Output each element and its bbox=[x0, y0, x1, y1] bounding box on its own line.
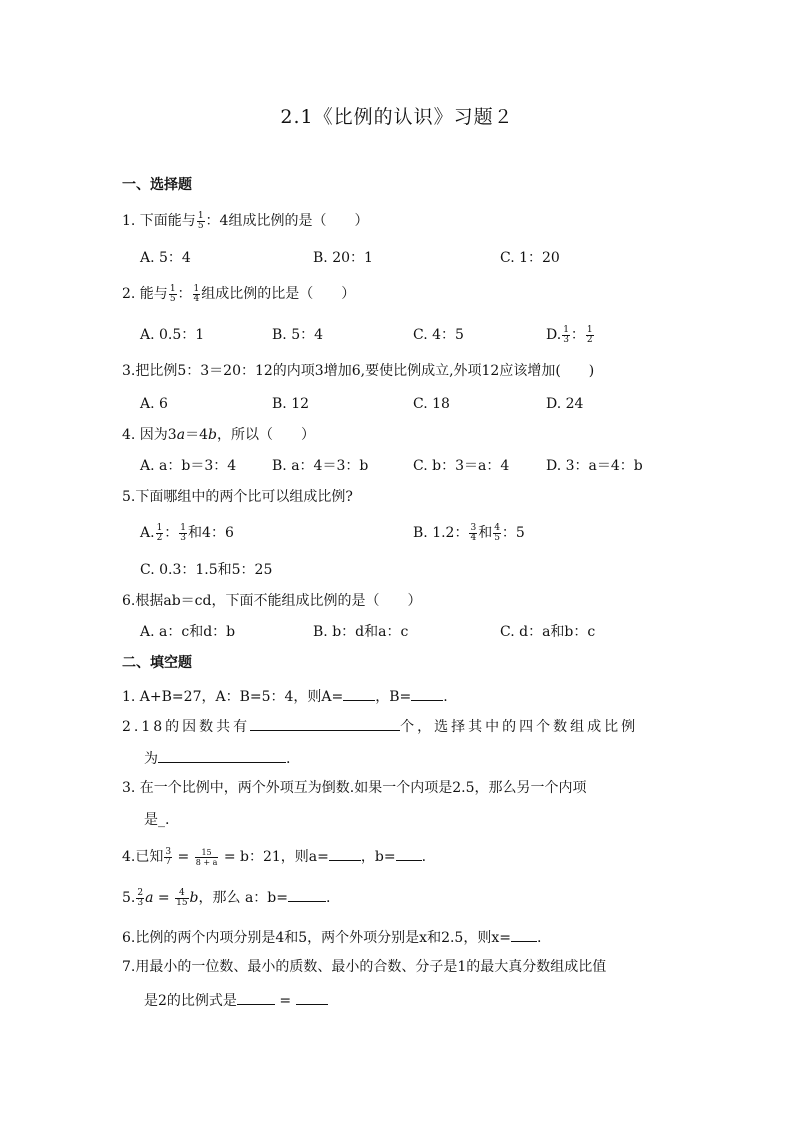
numerator: 1 bbox=[197, 210, 204, 221]
question-1 bbox=[122, 211, 368, 231]
f4-fraction-1 bbox=[164, 848, 172, 867]
q4-var-a: a bbox=[176, 427, 186, 443]
q5-a-label: A. bbox=[140, 525, 155, 541]
denominator: 5 bbox=[169, 293, 176, 304]
f5-middle: ，那么 a：b= bbox=[198, 890, 289, 906]
fill-question-3-line-2: 是_. bbox=[144, 812, 170, 828]
question-3: 3.把比例5：3＝20：12的内项3增加6,要使比例成立,外项12应该增加( ) bbox=[122, 363, 595, 379]
numerator: 2 bbox=[137, 887, 144, 898]
q2-suffix: 组成比例的比是（ ） bbox=[201, 286, 356, 302]
numerator: 1 bbox=[156, 522, 163, 533]
fill-question-7-line-2 bbox=[144, 990, 328, 1011]
q2-fraction-1 bbox=[169, 285, 177, 304]
q6-option-b[interactable]: B. b：d和a：c bbox=[313, 624, 409, 640]
f1-suffix: . bbox=[443, 689, 448, 705]
q2-d-separator: ： bbox=[570, 327, 585, 343]
f2-line2-prefix: 为 bbox=[144, 751, 158, 767]
q2-option-c[interactable]: C. 4：5 bbox=[413, 327, 464, 343]
q2-d-label: D. bbox=[546, 327, 562, 343]
f7-prefix: 是2的比例式是 bbox=[144, 993, 237, 1009]
page-title: 2.1《比例的认识》习题２ bbox=[280, 106, 514, 128]
numerator: 1 bbox=[193, 283, 200, 294]
fill-question-3-line-1: 3. 在一个比例中，两个外项互为倒数.如果一个内项是2.5，那么另一个内项 bbox=[122, 780, 587, 796]
f5-equals: = bbox=[153, 890, 175, 906]
numerator: 3 bbox=[470, 522, 477, 533]
q5-b-suffix: ：5 bbox=[501, 525, 525, 541]
f2-prefix: 2.18的因数共有 bbox=[122, 719, 251, 735]
denominator: 3 bbox=[137, 897, 144, 908]
denominator: 2 bbox=[156, 532, 163, 543]
q2-option-a[interactable]: A. 0.5：1 bbox=[140, 327, 205, 343]
f6-suffix: . bbox=[536, 930, 542, 946]
denominator: 15 bbox=[176, 897, 188, 908]
denominator: 5 bbox=[494, 532, 500, 543]
q5-b-label: B. 1.2： bbox=[413, 525, 469, 541]
q4-option-c[interactable]: C. b：3＝a：4 bbox=[413, 458, 510, 474]
answer-blank[interactable] bbox=[329, 846, 361, 861]
q4-option-d[interactable]: D. 3：a＝4：b bbox=[546, 458, 643, 474]
denominator: 4 bbox=[470, 532, 477, 543]
q5-option-a[interactable] bbox=[140, 523, 234, 543]
q4-var-b: b bbox=[208, 427, 217, 443]
q3-option-c[interactable]: C. 18 bbox=[413, 396, 450, 412]
answer-blank[interactable] bbox=[511, 927, 537, 942]
f6-prefix: 6.比例的两个内项分别是4和5，两个外项分别是x和2.5，则x= bbox=[122, 930, 511, 946]
f4-fraction-2 bbox=[195, 848, 219, 867]
fill-question-4 bbox=[122, 846, 426, 867]
numerator: 4 bbox=[175, 889, 188, 899]
f2-line2-suffix: . bbox=[286, 751, 291, 767]
q4-suffix: ，所以（ ） bbox=[216, 427, 315, 443]
q4-option-b[interactable]: B. a：4＝3：b bbox=[272, 458, 369, 474]
answer-blank[interactable] bbox=[250, 716, 400, 731]
denominator: 4 bbox=[193, 293, 200, 304]
q5-b-fraction-1 bbox=[469, 524, 477, 543]
numerator: 1 bbox=[180, 522, 187, 533]
denominator: 3 bbox=[180, 532, 187, 543]
numerator: 1 bbox=[169, 283, 176, 294]
q3-option-d[interactable]: D. 24 bbox=[546, 396, 584, 412]
f4-middle-2: ，b= bbox=[360, 849, 396, 865]
fill-question-7-line-1: 7.用最小的一位数、最小的质数、最小的合数、分子是1的最大真分数组成比值 bbox=[122, 959, 607, 975]
q5-a-separator: ： bbox=[164, 525, 179, 541]
q1-prefix: 1. 下面能与 bbox=[122, 213, 196, 229]
fill-question-5 bbox=[122, 887, 330, 908]
q2-option-b[interactable]: B. 5：4 bbox=[272, 327, 324, 343]
q1-option-a[interactable]: A. 5：4 bbox=[140, 250, 191, 266]
q2-fraction-2 bbox=[193, 285, 201, 304]
f7-equals: = bbox=[274, 993, 296, 1009]
denominator: 3 bbox=[563, 334, 569, 345]
q6-option-a[interactable]: A. a：c和d：b bbox=[140, 624, 236, 640]
numerator: 4 bbox=[494, 522, 500, 533]
question-6: 6.根据ab＝cd，下面不能组成比例的是（ ） bbox=[122, 593, 422, 609]
numerator: 3 bbox=[165, 846, 172, 857]
q4-option-a[interactable]: A. a：b＝3：4 bbox=[140, 458, 237, 474]
f1-prefix: 1. A+B=27，A：B=5：4，则A= bbox=[122, 689, 344, 705]
q5-a-fraction-2 bbox=[179, 524, 187, 543]
f5-fraction-1 bbox=[136, 889, 144, 908]
q1-suffix: ：4组成比例的是（ ） bbox=[205, 213, 369, 229]
q3-option-b[interactable]: B. 12 bbox=[272, 396, 310, 412]
q1-option-c[interactable]: C. 1：20 bbox=[500, 250, 560, 266]
f4-suffix: . bbox=[421, 849, 427, 865]
f4-prefix: 4.已知 bbox=[122, 849, 164, 865]
answer-blank[interactable] bbox=[237, 990, 275, 1005]
q2-d-fraction-1 bbox=[562, 326, 570, 345]
q1-option-b[interactable]: B. 20：1 bbox=[313, 250, 373, 266]
q2-d-fraction-2 bbox=[586, 326, 594, 345]
question-2 bbox=[122, 284, 355, 304]
q2-option-d[interactable] bbox=[546, 325, 595, 345]
answer-blank[interactable] bbox=[158, 748, 286, 763]
question-4 bbox=[122, 425, 315, 445]
question-5: 5.下面哪组中的两个比可以组成比例? bbox=[122, 489, 353, 505]
f5-prefix: 5. bbox=[122, 890, 136, 906]
f2-suffix: 个，选择其中的四个数组成比例 bbox=[400, 719, 639, 735]
q5-option-c[interactable]: C. 0.3：1.5和5：25 bbox=[140, 562, 273, 578]
numerator: 15 bbox=[195, 848, 219, 858]
q6-option-c[interactable]: C. d：a和b：c bbox=[500, 624, 596, 640]
denominator: 7 bbox=[165, 856, 172, 867]
section-heading-fill: 二、填空题 bbox=[122, 655, 192, 671]
q2-separator: ： bbox=[177, 286, 192, 302]
answer-blank[interactable] bbox=[411, 686, 443, 701]
numerator: 1 bbox=[586, 324, 593, 335]
q2-prefix: 2. 能与 bbox=[122, 286, 168, 302]
q3-option-a[interactable]: A. 6 bbox=[140, 396, 168, 412]
f5-fraction-2 bbox=[175, 889, 188, 908]
f4-equals: = bbox=[173, 849, 194, 865]
q5-b-fraction-2 bbox=[493, 524, 501, 543]
fill-question-1 bbox=[122, 686, 448, 707]
f5-suffix: . bbox=[326, 890, 331, 906]
answer-blank[interactable] bbox=[288, 887, 326, 902]
denominator: 5 bbox=[197, 220, 204, 231]
answer-blank[interactable] bbox=[396, 846, 422, 861]
answer-blank[interactable] bbox=[343, 686, 375, 701]
q5-a-suffix: 和4：6 bbox=[188, 525, 234, 541]
f5-var-b: b bbox=[189, 890, 199, 906]
q4-prefix: 4. 因为3 bbox=[122, 427, 177, 443]
section-heading-choice: 一、选择题 bbox=[122, 177, 192, 193]
answer-blank[interactable] bbox=[296, 990, 328, 1005]
q4-middle: ＝4 bbox=[185, 427, 208, 443]
f5-var-a: a bbox=[145, 890, 154, 906]
q5-option-b[interactable] bbox=[413, 523, 525, 543]
fill-question-6 bbox=[122, 927, 541, 948]
denominator: 2 bbox=[586, 334, 593, 345]
q1-fraction bbox=[197, 212, 205, 231]
denominator: 8 + a bbox=[195, 857, 218, 867]
q5-b-middle: 和 bbox=[478, 525, 493, 541]
f1-middle: ，B= bbox=[375, 689, 412, 705]
f4-middle: = b：21，则a= bbox=[219, 849, 329, 865]
fill-question-2-line-2 bbox=[144, 748, 290, 769]
fill-question-2-line-1 bbox=[122, 716, 638, 737]
q5-a-fraction-1 bbox=[156, 524, 164, 543]
numerator: 1 bbox=[563, 324, 569, 335]
